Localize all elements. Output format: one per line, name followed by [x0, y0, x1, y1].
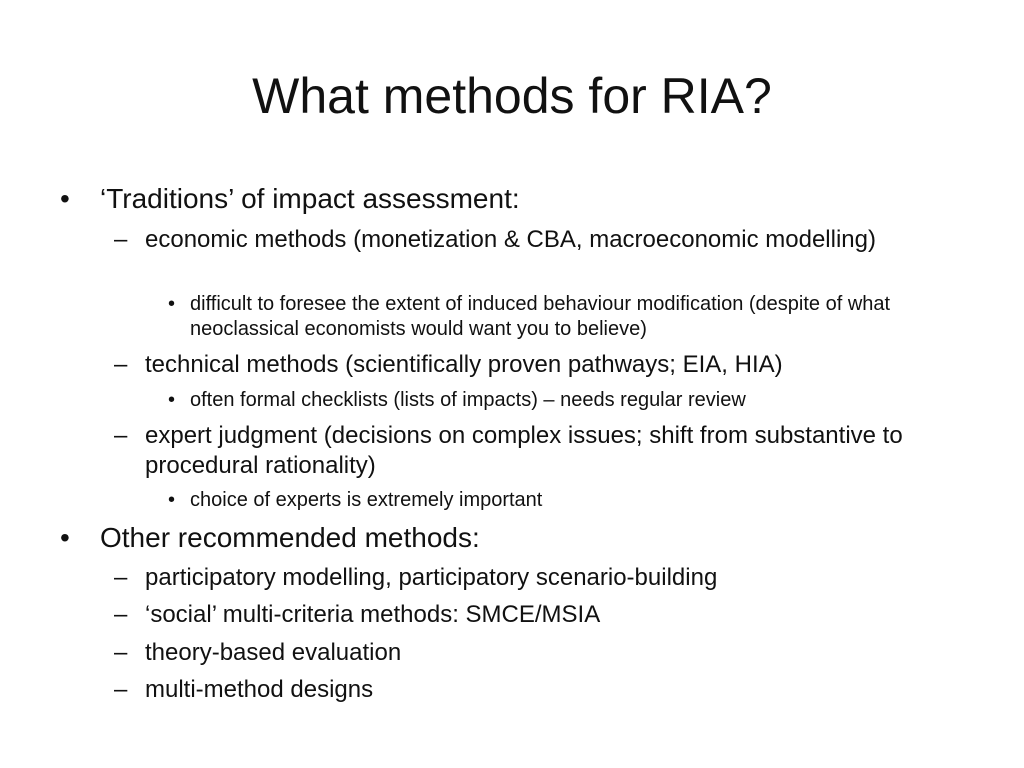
sub-sub-bullet-text: choice of experts is extremely important	[190, 489, 543, 511]
sub-sub-bullet-text: often formal checklists (lists of impacts) – needs regular review	[190, 389, 746, 411]
bullet-dash: –	[114, 226, 128, 253]
sub-sub-bullet-item	[168, 292, 960, 342]
bullet-text: ‘Traditions’ of impact assessment:	[100, 183, 520, 214]
bullet-dash: –	[114, 639, 128, 666]
sub-bullet-item	[114, 675, 945, 705]
sub-bullet-item	[114, 563, 945, 593]
sub-sub-bullet-item	[168, 388, 960, 413]
sub-bullet-item	[114, 350, 945, 380]
sub-bullet-item	[114, 421, 945, 481]
sub-bullet-item	[114, 225, 945, 255]
sub-bullet-text: economic methods (monetization & CBA, macroeconomic modelling)	[145, 226, 876, 253]
bullet-text: Other recommended methods:	[100, 522, 480, 553]
sub-bullet-text: technical methods (scientifically proven pathways; EIA, HIA)	[145, 351, 783, 378]
sub-bullet-text: participatory modelling, participatory scenario-building	[145, 564, 718, 591]
bullet-dash: –	[114, 601, 128, 628]
bullet-dot: •	[168, 489, 176, 511]
slide-title: What methods for RIA?	[252, 68, 772, 124]
bullet-item	[60, 183, 980, 214]
bullet-dot: •	[168, 293, 176, 315]
sub-bullet-text: theory-based evaluation	[145, 639, 402, 666]
bullet-dash: –	[114, 676, 128, 703]
bullet-dash: –	[114, 351, 128, 378]
bullet-dot: •	[60, 522, 70, 553]
sub-sub-bullet-item	[168, 488, 960, 513]
bullet-item	[60, 522, 980, 553]
sub-bullet-text: multi-method designs	[145, 676, 374, 703]
sub-bullet-item	[114, 638, 945, 668]
sub-bullet-text: expert judgment (decisions on complex issues; shift from substantive to procedural rationality)	[145, 422, 903, 479]
sub-sub-bullet-text: difficult to foresee the extent of induced behaviour modification (despite of what neoclassical economists would want you to believe)	[190, 293, 891, 340]
bullet-dash: –	[114, 564, 128, 591]
bullet-dot: •	[168, 389, 176, 411]
bullet-dash: –	[114, 422, 128, 449]
sub-bullet-text: ‘social’ multi-criteria methods: SMCE/MSIA	[145, 601, 601, 628]
bullet-dot: •	[60, 183, 70, 214]
sub-bullet-item	[114, 600, 945, 630]
